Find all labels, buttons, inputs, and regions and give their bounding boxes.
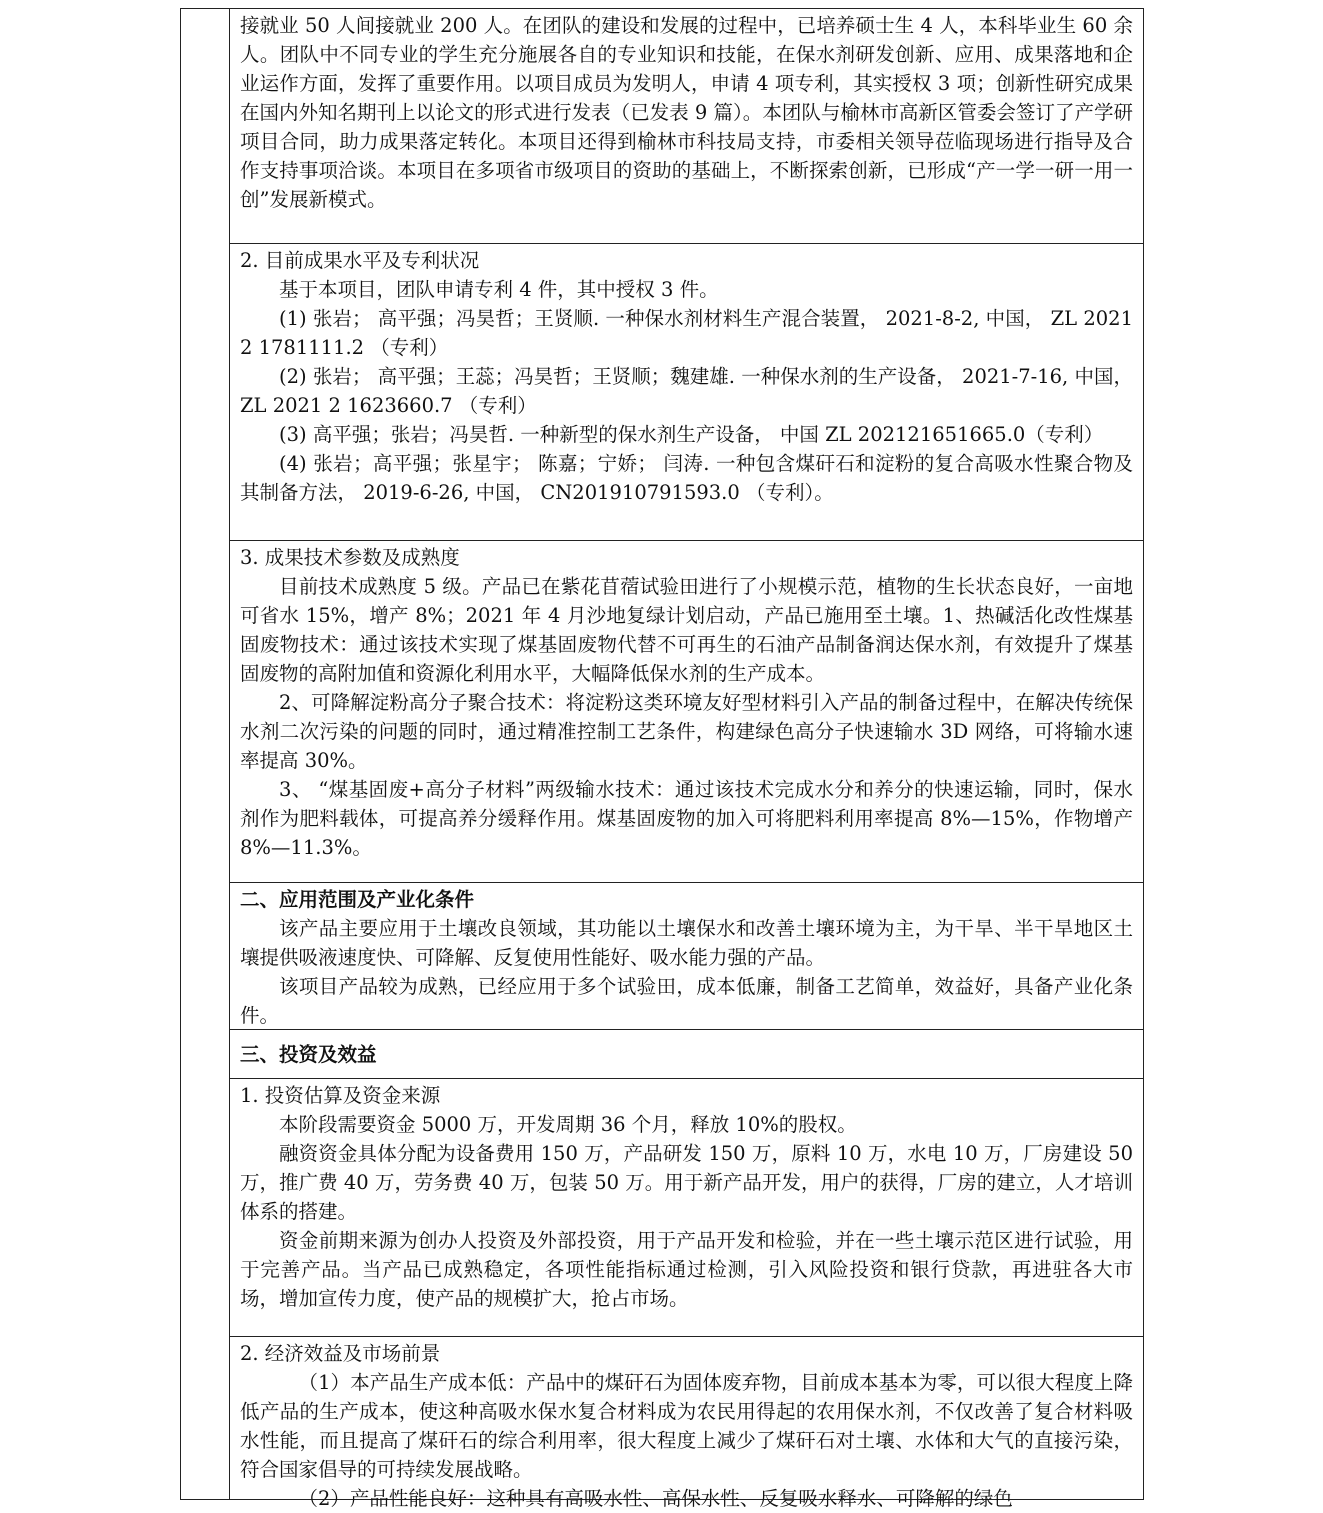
document-table	[180, 8, 1144, 1510]
patent-item: (3) 高平强；张岩；冯昊哲. 一种新型的保水剂生产设备， 中国 ZL 202121651665.0（专利）	[279, 423, 1104, 446]
section-investment	[230, 1030, 1143, 1079]
section-tech-parameters	[230, 541, 1143, 883]
funding-paragraph: 资金前期来源为创办人投资及外部投资，用于产品开发和检验，并在一些土壤示范区进行试验，用于完善产品。当产品已成熟稳定，各项性能指标通过检测，引入风险投资和银行贷款，再进驻各大市场，增加宣传力度，使产品的规模扩大，抢占市场。	[240, 1229, 1133, 1310]
section-team-intro	[230, 9, 1143, 244]
funding-heading: 1. 投资估算及资金来源	[240, 1084, 441, 1107]
economics-paragraph: （2）产品性能良好：这种具有高吸水性、高保水性、反复吸水释水、可降解的绿色	[298, 1487, 1013, 1510]
table-content-column	[230, 9, 1143, 1510]
section-application	[230, 883, 1143, 1030]
funding-paragraph: 融资资金具体分配为设备费用 150 万，产品研发 150 万，原料 10 万，水电 10 万，厂房建设 50 万，推广费 40 万，劳务费 40 万，包装 50 万。用于新产品开发，用户的获得，厂房的建立，人才培训体系的搭建。	[240, 1142, 1133, 1223]
tech-paragraph: 2、可降解淀粉高分子聚合技术：将淀粉这类环境友好型材料引入产品的制备过程中，在解决传统保水剂二次污染的问题的同时，通过精准控制工艺条件，构建绿色高分子快速输水 3D 网络，可将输水速率提高 30%。	[240, 691, 1133, 772]
tech-heading: 3. 成果技术参数及成熟度	[240, 546, 460, 569]
section-patents	[230, 244, 1143, 541]
funding-paragraph: 本阶段需要资金 5000 万，开发周期 36 个月，释放 10%的股权。	[279, 1113, 857, 1136]
patents-heading: 2. 目前成果水平及专利状况	[240, 249, 480, 272]
application-paragraph: 该项目产品较为成熟，已经应用于多个试验田，成本低廉，制备工艺简单，效益好，具备产业化条件。	[240, 975, 1133, 1027]
economics-heading: 2. 经济效益及市场前景	[240, 1342, 441, 1365]
investment-heading: 三、投资及效益	[240, 1043, 377, 1066]
section-funding	[230, 1079, 1143, 1337]
tech-paragraph: 目前技术成熟度 5 级。产品已在紫花苜蓿试验田进行了小规模示范，植物的生长状态良好，一亩地可省水 15%，增产 8%；2021 年 4 月沙地复绿计划启动，产品已施用至土壤。1、热碱活化改性煤基固废物技术：通过该技术实现了煤基固废物代替不可再生的石油产品制备润达保水剂，有效提升了煤基固废物的高附加值和资源化利用水平，大幅降低保水剂的生产成本。	[240, 575, 1133, 685]
patent-item: (2) 张岩； 高平强；王蕊；冯昊哲；王贤顺；魏建雄. 一种保水剂的生产设备， 2021-7-16, 中国， ZL 2021 2 1623660.7 （专利）	[240, 365, 1133, 417]
section-economics	[230, 1337, 1143, 1510]
application-heading: 二、应用范围及产业化条件	[240, 888, 475, 911]
patents-intro: 基于本项目，团队申请专利 4 件，其中授权 3 件。	[279, 278, 719, 301]
application-paragraph: 该产品主要应用于土壤改良领域，其功能以土壤保水和改善土壤环境为主，为干旱、半干旱地区土壤提供吸液速度快、可降解、反复使用性能好、吸水能力强的产品。	[240, 917, 1133, 969]
patent-item: (1) 张岩； 高平强；冯昊哲；王贤顺. 一种保水剂材料生产混合装置， 2021-8-2, 中国， ZL 2021 2 1781111.2 （专利）	[240, 307, 1133, 359]
tech-paragraph: 3、 “煤基固废+高分子材料”两级输水技术：通过该技术完成水分和养分的快速运输，同时，保水剂作为肥料载体，可提高养分缓释作用。煤基固废物的加入可将肥料利用率提高 8%—15%，作物增产 8%—11.3%。	[240, 778, 1133, 859]
economics-paragraph: （1）本产品生产成本低：产品中的煤矸石为固体废弃物，目前成本基本为零，可以很大程度上降低产品的生产成本，使这种高吸水保水复合材料成为农民用得起的农用保水剂，不仅改善了复合材料吸水性能，而且提高了煤矸石的综合利用率，很大程度上减少了煤矸石对土壤、水体和大气的直接污染，符合国家倡导的可持续发展战略。	[240, 1371, 1133, 1481]
table-left-column	[181, 9, 230, 1499]
team-paragraph: 接就业 50 人间接就业 200 人。在团队的建设和发展的过程中，已培养硕士生 4 人，本科毕业生 60 余人。团队中不同专业的学生充分施展各自的专业知识和技能，在保水剂研发创新、应用、成果落地和企业运作方面，发挥了重要作用。以项目成员为发明人，申请 4 项专利，其实授权 3 项；创新性研究成果在国内外知名期刊上以论文的形式进行发表（已发表 9 篇）。本团队与榆林市高新区管委会签订了产学研项目合同，助力成果落定转化。本项目还得到榆林市科技局支持，市委相关领导莅临现场进行指导及合作支持事项洽谈。本项目在多项省市级项目的资助的基础上，不断探索创新，已形成“产一学一研一用一创”发展新模式。	[240, 14, 1133, 211]
patent-item: (4) 张岩；高平强；张星宇； 陈嘉；宁娇； 闫涛. 一种包含煤矸石和淀粉的复合高吸水性聚合物及其制备方法， 2019-6-26, 中国， CN201910791593.0 （专利）。	[240, 452, 1133, 504]
